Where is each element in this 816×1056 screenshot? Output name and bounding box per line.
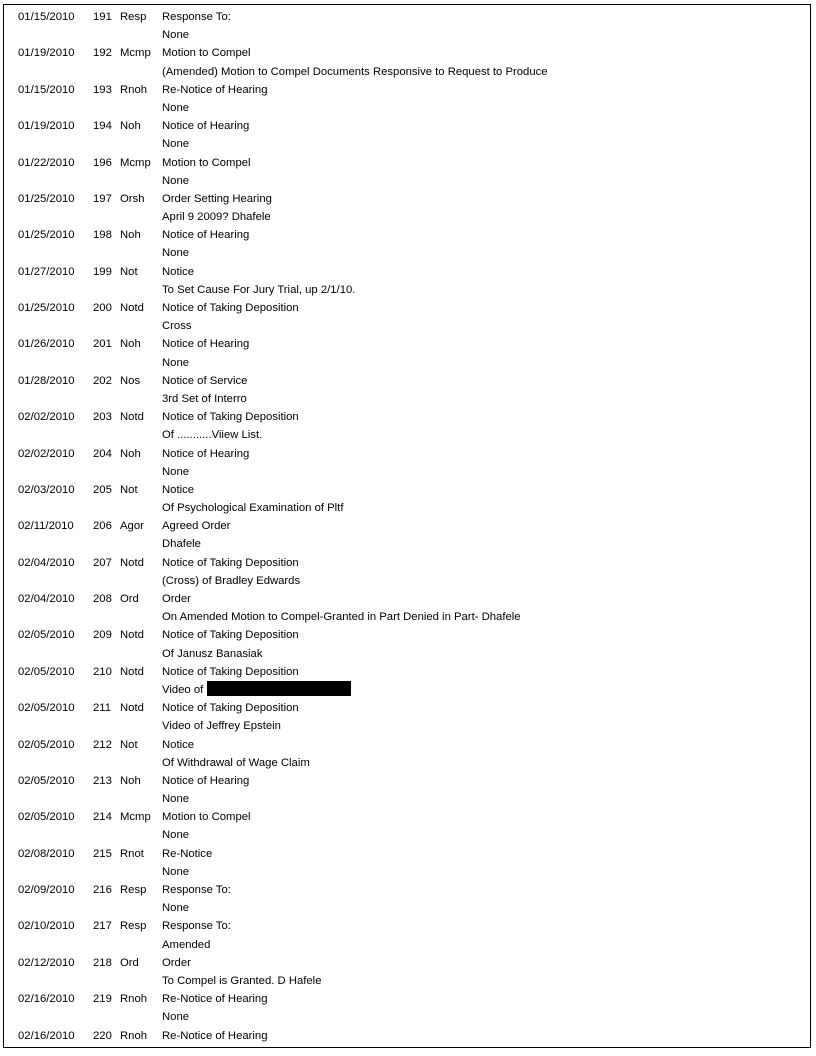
- entry-detail-line: [18, 135, 808, 153]
- entry-detail-text: To Set Cause For Jury Trial, up 2/1/10.: [162, 283, 356, 296]
- entry-code: Noh: [120, 774, 141, 787]
- docket-entry: [18, 990, 808, 1026]
- entry-main-line: [18, 408, 808, 426]
- entry-main-line: [18, 736, 808, 754]
- entry-date: 02/05/2010: [18, 702, 75, 715]
- entry-date: 01/25/2010: [18, 192, 75, 205]
- entry-code: Resp: [120, 11, 147, 23]
- docket-entry: [18, 299, 808, 335]
- entry-detail: [162, 608, 521, 626]
- entry-detail-line: [18, 899, 808, 917]
- entry-main-line: [18, 626, 808, 644]
- entry-code: Mcmp: [120, 156, 151, 169]
- entry-detail-text: None: [162, 356, 190, 369]
- docket-entry: [18, 917, 808, 953]
- entry-main-line: [18, 8, 808, 26]
- entry-date: 01/15/2010: [18, 11, 75, 23]
- docket-list: [18, 8, 808, 1045]
- entry-main-line: [18, 663, 808, 681]
- entry-number: 218: [93, 956, 112, 969]
- entry-main-line: [18, 226, 808, 244]
- entry-number: 216: [93, 884, 112, 896]
- entry-description: Motion to Compel: [162, 811, 251, 824]
- entry-number: 220: [93, 1029, 112, 1042]
- entry-detail: [162, 899, 189, 917]
- entry-code: Noh: [120, 447, 141, 460]
- entry-code: Notd: [120, 702, 144, 715]
- entry-date: 02/16/2010: [18, 993, 75, 1006]
- entry-detail: [162, 463, 189, 481]
- entry-description: Notice: [162, 265, 195, 278]
- entry-main-line: [18, 81, 808, 99]
- docket-entry: [18, 1027, 808, 1045]
- entry-date: 02/02/2010: [18, 411, 75, 424]
- entry-date: 02/05/2010: [18, 811, 75, 824]
- entry-detail-text: (Cross) of Bradley Edwards: [162, 574, 301, 587]
- entry-code: Rnoh: [120, 993, 148, 1006]
- docket-entry: [18, 554, 808, 590]
- entry-detail-line: [18, 717, 808, 735]
- entry-description: Re-Notice of Hearing: [162, 1029, 268, 1042]
- entry-code: Nos: [120, 374, 141, 387]
- docket-entry: [18, 44, 808, 80]
- entry-main-line: [18, 517, 808, 535]
- entry-main-line: [18, 481, 808, 499]
- entry-number: 198: [93, 229, 112, 242]
- entry-detail-text: (Amended) Motion to Compel Documents Responsive to Request to Produce: [162, 65, 548, 78]
- entry-detail-line: [18, 99, 808, 117]
- docket-entry: [18, 408, 808, 444]
- entry-main-line: [18, 554, 808, 572]
- entry-detail: [162, 1008, 189, 1026]
- entry-main-line: [18, 590, 808, 608]
- docket-entry: [18, 190, 808, 226]
- entry-date: 02/05/2010: [18, 774, 75, 787]
- entry-date: 02/09/2010: [18, 884, 75, 896]
- entry-number: 191: [93, 11, 112, 23]
- docket-entry: [18, 154, 808, 190]
- entry-number: 211: [93, 702, 112, 715]
- entry-date: 01/19/2010: [18, 47, 75, 60]
- entry-detail-text: None: [162, 465, 190, 478]
- entry-main-line: [18, 445, 808, 463]
- entry-detail-text: Of Janusz Banasiak: [162, 647, 263, 660]
- entry-detail-text: Amended: [162, 938, 211, 951]
- docket-entry: [18, 372, 808, 408]
- entry-detail-line: [18, 499, 808, 517]
- entry-detail: [162, 826, 189, 844]
- entry-main-line: [18, 335, 808, 353]
- entry-number: 197: [93, 192, 112, 205]
- entry-detail-line: [18, 535, 808, 553]
- entry-detail-text: Video of Jeffrey Epstein: [162, 720, 281, 733]
- entry-detail-text: Of ...........Viiew List.: [162, 429, 263, 442]
- entry-detail: [162, 790, 189, 808]
- docket-entry: [18, 517, 808, 553]
- entry-code: Notd: [120, 556, 144, 569]
- entry-date: 01/25/2010: [18, 302, 75, 314]
- entry-detail-text: Cross: [162, 320, 192, 333]
- entry-number: 203: [93, 411, 112, 424]
- entry-description: Response To:: [162, 11, 231, 23]
- entry-number: 208: [93, 593, 112, 605]
- entry-code: Rnoh: [120, 1029, 148, 1042]
- entry-main-line: [18, 154, 808, 172]
- entry-number: 199: [93, 265, 112, 278]
- entry-detail: [162, 172, 189, 190]
- entry-main-line: [18, 1027, 808, 1045]
- entry-main-line: [18, 772, 808, 790]
- entry-description: Notice of Taking Deposition: [162, 411, 299, 424]
- entry-code: Notd: [120, 302, 144, 314]
- entry-detail: [162, 26, 189, 44]
- entry-code: Noh: [120, 338, 141, 351]
- docket-entry: [18, 8, 808, 44]
- entry-description: Notice of Hearing: [162, 447, 250, 460]
- entry-number: 200: [93, 302, 112, 314]
- entry-main-line: [18, 372, 808, 390]
- docket-entry: [18, 663, 808, 699]
- entry-date: 02/05/2010: [18, 629, 75, 642]
- entry-description: Notice of Taking Deposition: [162, 665, 299, 678]
- entry-detail-text: None: [162, 1011, 190, 1024]
- entry-detail: [162, 645, 262, 663]
- entry-detail-line: [18, 281, 808, 299]
- entry-code: Rnot: [120, 847, 144, 860]
- entry-detail-line: [18, 936, 808, 954]
- entry-description: Notice of Hearing: [162, 120, 250, 133]
- entry-date: 01/15/2010: [18, 83, 75, 96]
- entry-code: Ord: [120, 956, 139, 969]
- entry-description: Notice of Taking Deposition: [162, 556, 299, 569]
- entry-detail-line: [18, 208, 808, 226]
- entry-description: Notice of Taking Deposition: [162, 629, 299, 642]
- entry-code: Noh: [120, 120, 141, 133]
- entry-number: 217: [93, 920, 112, 933]
- entry-description: Notice: [162, 483, 195, 496]
- entry-detail-text: None: [162, 902, 190, 915]
- entry-detail-line: [18, 63, 808, 81]
- entry-detail-text: Of Withdrawal of Wage Claim: [162, 756, 310, 769]
- entry-detail-text: None: [162, 29, 190, 42]
- entry-date: 01/25/2010: [18, 229, 75, 242]
- entry-detail-line: [18, 863, 808, 881]
- entry-date: 02/04/2010: [18, 556, 75, 569]
- entry-description: Response To:: [162, 884, 231, 896]
- entry-number: 206: [93, 520, 112, 533]
- entry-main-line: [18, 190, 808, 208]
- entry-number: 210: [93, 665, 112, 678]
- entry-code: Noh: [120, 229, 141, 242]
- entry-detail-text: None: [162, 101, 190, 114]
- entry-main-line: [18, 954, 808, 972]
- entry-date: 01/28/2010: [18, 374, 75, 387]
- docket-entry: [18, 335, 808, 371]
- entry-number: 214: [93, 811, 112, 824]
- entry-code: Notd: [120, 629, 144, 642]
- entry-number: 212: [93, 738, 112, 751]
- entry-main-line: [18, 699, 808, 717]
- entry-code: Resp: [120, 884, 147, 896]
- entry-detail: [162, 499, 343, 517]
- entry-date: 02/08/2010: [18, 847, 75, 860]
- docket-entry: [18, 772, 808, 808]
- docket-entry: [18, 736, 808, 772]
- entry-detail: [162, 244, 189, 262]
- entry-detail: [162, 754, 310, 772]
- entry-date: 02/12/2010: [18, 956, 75, 969]
- entry-main-line: [18, 990, 808, 1008]
- entry-detail-line: [18, 426, 808, 444]
- entry-description: Notice of Taking Deposition: [162, 702, 299, 715]
- entry-number: 213: [93, 774, 112, 787]
- entry-detail: [162, 972, 321, 990]
- entry-date: 02/16/2010: [18, 1029, 75, 1042]
- docket-entry: [18, 81, 808, 117]
- entry-detail: [162, 354, 189, 372]
- entry-detail-line: [18, 354, 808, 372]
- entry-main-line: [18, 44, 808, 62]
- docket-entry: [18, 590, 808, 626]
- docket-entry: [18, 954, 808, 990]
- entry-description: Motion to Compel: [162, 47, 251, 60]
- entry-detail-text: None: [162, 793, 190, 806]
- entry-detail: [162, 99, 189, 117]
- entry-code: Not: [120, 483, 138, 496]
- entry-detail-text: None: [162, 829, 190, 842]
- entry-number: 215: [93, 847, 112, 860]
- entry-main-line: [18, 845, 808, 863]
- entry-number: 192: [93, 47, 112, 60]
- entry-detail: [162, 317, 192, 335]
- entry-detail: [162, 390, 247, 408]
- entry-description: Notice of Taking Deposition: [162, 302, 299, 314]
- entry-description: Order: [162, 593, 191, 605]
- entry-detail: [162, 535, 201, 553]
- docket-entry: [18, 845, 808, 881]
- entry-date: 02/11/2010: [18, 520, 74, 533]
- entry-detail: [162, 281, 355, 299]
- entry-code: Ord: [120, 593, 139, 605]
- entry-detail: [162, 936, 210, 954]
- entry-description: Order Setting Hearing: [162, 192, 272, 205]
- entry-description: Re-Notice of Hearing: [162, 83, 268, 96]
- entry-main-line: [18, 881, 808, 899]
- entry-detail-text: None: [162, 865, 190, 878]
- entry-number: 201: [93, 338, 112, 351]
- entry-detail: [162, 681, 351, 699]
- entry-code: Orsh: [120, 192, 145, 205]
- entry-description: Order: [162, 956, 191, 969]
- entry-code: Mcmp: [120, 811, 151, 824]
- entry-description: Notice of Hearing: [162, 229, 250, 242]
- docket-entry: [18, 117, 808, 153]
- entry-detail-text: To Compel is Granted. D Hafele: [162, 974, 322, 987]
- entry-code: Agor: [120, 520, 144, 533]
- entry-number: 204: [93, 447, 112, 460]
- entry-code: Resp: [120, 920, 147, 933]
- entry-number: 202: [93, 374, 112, 387]
- entry-detail-line: [18, 172, 808, 190]
- entry-description: Notice of Hearing: [162, 774, 250, 787]
- entry-number: 193: [93, 83, 112, 96]
- docket-entry: [18, 881, 808, 917]
- entry-description: Motion to Compel: [162, 156, 251, 169]
- entry-description: Response To:: [162, 920, 231, 933]
- entry-detail-text: Video of: [162, 683, 204, 696]
- redaction-block: [207, 681, 351, 696]
- entry-number: 209: [93, 629, 112, 642]
- entry-date: 01/19/2010: [18, 120, 75, 133]
- entry-code: Mcmp: [120, 47, 151, 60]
- entry-description: Agreed Order: [162, 520, 231, 533]
- entry-code: Not: [120, 738, 138, 751]
- docket-frame: [3, 4, 811, 1048]
- entry-date: 02/05/2010: [18, 665, 75, 678]
- entry-date: 02/10/2010: [18, 920, 75, 933]
- entry-detail-line: [18, 972, 808, 990]
- entry-detail-line: [18, 1008, 808, 1026]
- entry-detail-text: None: [162, 174, 190, 187]
- entry-detail-line: [18, 26, 808, 44]
- entry-detail-line: [18, 790, 808, 808]
- entry-number: 219: [93, 993, 112, 1006]
- docket-entry: [18, 226, 808, 262]
- entry-detail-line: [18, 244, 808, 262]
- entry-number: 205: [93, 483, 112, 496]
- entry-detail-text: April 9 2009? Dhafele: [162, 211, 271, 224]
- docket-entry: [18, 808, 808, 844]
- entry-detail-line: [18, 317, 808, 335]
- entry-detail: [162, 426, 262, 444]
- entry-code: Notd: [120, 411, 144, 424]
- entry-description: Notice of Hearing: [162, 338, 250, 351]
- entry-description: Notice: [162, 738, 195, 751]
- entry-detail-text: None: [162, 138, 190, 151]
- entry-number: 207: [93, 556, 112, 569]
- entry-detail: [162, 863, 189, 881]
- entry-detail-line: [18, 608, 808, 626]
- docket-entry: [18, 699, 808, 735]
- entry-date: 02/05/2010: [18, 738, 75, 751]
- entry-date: 02/03/2010: [18, 483, 75, 496]
- entry-detail: [162, 572, 300, 590]
- entry-detail: [162, 717, 281, 735]
- entry-detail-text: On Amended Motion to Compel-Granted in Part Denied in Part- Dhafele: [162, 611, 521, 624]
- entry-description: Notice of Service: [162, 374, 248, 387]
- entry-main-line: [18, 117, 808, 135]
- docket-entry: [18, 626, 808, 662]
- entry-detail-line: [18, 645, 808, 663]
- entry-main-line: [18, 917, 808, 935]
- entry-detail: [162, 135, 189, 153]
- entry-date: 02/02/2010: [18, 447, 75, 460]
- entry-detail-line: [18, 572, 808, 590]
- entry-description: Re-Notice: [162, 847, 213, 860]
- entry-description: Re-Notice of Hearing: [162, 993, 268, 1006]
- entry-date: 01/26/2010: [18, 338, 75, 351]
- entry-detail-line: [18, 463, 808, 481]
- entry-main-line: [18, 263, 808, 281]
- entry-detail-line: [18, 826, 808, 844]
- entry-detail-text: 3rd Set of Interro: [162, 392, 247, 405]
- docket-entry: [18, 263, 808, 299]
- entry-detail-text: Dhafele: [162, 538, 201, 551]
- entry-code: Rnoh: [120, 83, 148, 96]
- docket-entry: [18, 481, 808, 517]
- entry-date: 01/22/2010: [18, 156, 75, 169]
- entry-date: 02/04/2010: [18, 593, 75, 605]
- entry-date: 01/27/2010: [18, 265, 75, 278]
- entry-number: 196: [93, 156, 112, 169]
- entry-code: Notd: [120, 665, 144, 678]
- entry-main-line: [18, 808, 808, 826]
- entry-main-line: [18, 299, 808, 317]
- entry-detail-line: [18, 754, 808, 772]
- entry-detail-line: [18, 390, 808, 408]
- entry-number: 194: [93, 120, 112, 133]
- entry-detail-text: Of Psychological Examination of Pltf: [162, 502, 344, 515]
- entry-code: Not: [120, 265, 138, 278]
- entry-detail: [162, 63, 548, 81]
- entry-detail-line: [18, 681, 808, 699]
- entry-detail-text: None: [162, 247, 190, 260]
- entry-detail: [162, 208, 271, 226]
- docket-entry: [18, 445, 808, 481]
